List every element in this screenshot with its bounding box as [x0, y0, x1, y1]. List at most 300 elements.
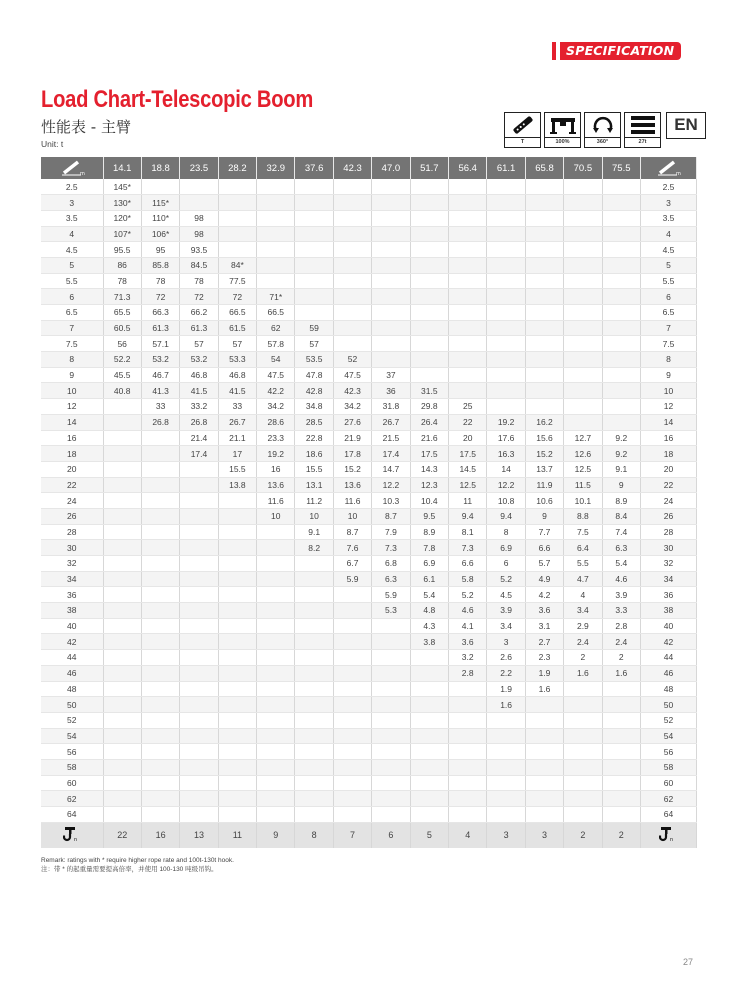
load-cell: 3.9: [487, 603, 525, 619]
load-cell: 11.2: [295, 493, 333, 509]
load-cell: 3.1: [525, 618, 563, 634]
load-cell: [525, 383, 563, 399]
load-cell: [487, 383, 525, 399]
load-cell: [141, 603, 179, 619]
load-cell: 6.9: [487, 540, 525, 556]
load-cell: 5.9: [333, 571, 371, 587]
load-cell: 2.9: [564, 618, 602, 634]
load-cell: 5.2: [487, 571, 525, 587]
rope-falls-row: [41, 822, 697, 848]
load-cell: [295, 650, 333, 666]
load-cell: 77.5: [218, 273, 256, 289]
load-cell: [218, 508, 256, 524]
load-cell: [257, 712, 295, 728]
load-cell: [525, 179, 563, 195]
load-cell: [295, 775, 333, 791]
load-cell: 5.3: [372, 603, 410, 619]
load-cell: [602, 744, 640, 760]
load-cell: [180, 195, 218, 211]
boom-length-header: 75.5: [602, 157, 640, 179]
load-cell: [257, 728, 295, 744]
load-cell: 10.4: [410, 493, 448, 509]
load-cell: 62: [257, 320, 295, 336]
load-cell: 21.9: [333, 430, 371, 446]
load-cell: 26.7: [218, 414, 256, 430]
load-cell: 20: [449, 430, 487, 446]
load-cell: [295, 242, 333, 258]
load-cell: [602, 759, 640, 775]
load-cell: 8.9: [410, 524, 448, 540]
load-cell: 4.7: [564, 571, 602, 587]
load-cell: 4.2: [525, 587, 563, 603]
load-cell: [372, 744, 410, 760]
load-chart-table: [41, 157, 697, 848]
load-cell: 3.9: [602, 587, 640, 603]
load-cell: [333, 195, 371, 211]
load-cell: 33: [218, 399, 256, 415]
radius-cell: 14: [41, 414, 103, 430]
radius-cell: 42: [41, 634, 103, 650]
load-cell: [564, 179, 602, 195]
load-cell: [372, 320, 410, 336]
load-cell: [295, 603, 333, 619]
load-cell: [410, 759, 448, 775]
load-cell: [602, 336, 640, 352]
load-cell: 72: [180, 289, 218, 305]
load-cell: 11: [449, 493, 487, 509]
load-cell: [449, 226, 487, 242]
load-cell: [410, 712, 448, 728]
load-cell: [295, 571, 333, 587]
load-cell: [564, 712, 602, 728]
table-row: [41, 179, 697, 195]
load-cell: 7.9: [372, 524, 410, 540]
load-cell: [372, 273, 410, 289]
load-cell: [141, 697, 179, 713]
load-cell: 33: [141, 399, 179, 415]
table-row: [41, 681, 697, 697]
table-row: [41, 446, 697, 462]
boom-length-header: 32.9: [257, 157, 295, 179]
load-cell: [372, 305, 410, 321]
load-cell: [449, 712, 487, 728]
load-cell: 7.3: [372, 540, 410, 556]
radius-cell: 36: [41, 587, 103, 603]
load-cell: [372, 759, 410, 775]
load-cell: [487, 759, 525, 775]
load-cell: [410, 226, 448, 242]
load-cell: [218, 759, 256, 775]
svg-text:m: m: [676, 171, 682, 176]
radius-cell: 10: [640, 383, 696, 399]
load-cell: [180, 775, 218, 791]
load-cell: [525, 273, 563, 289]
radius-cell: 10: [41, 383, 103, 399]
radius-cell: 4.5: [41, 242, 103, 258]
table-row: [41, 195, 697, 211]
load-cell: 34.2: [257, 399, 295, 415]
load-cell: 9: [525, 508, 563, 524]
load-cell: 4.1: [449, 618, 487, 634]
load-cell: [564, 399, 602, 415]
load-cell: [333, 807, 371, 823]
load-cell: 10.3: [372, 493, 410, 509]
load-cell: [525, 697, 563, 713]
load-cell: 2.7: [525, 634, 563, 650]
load-cell: [602, 242, 640, 258]
load-cell: [257, 242, 295, 258]
load-cell: [564, 320, 602, 336]
load-cell: [218, 681, 256, 697]
load-cell: [525, 791, 563, 807]
radius-cell: 50: [640, 697, 696, 713]
load-cell: [449, 807, 487, 823]
table-row: [41, 477, 697, 493]
radius-cell: 2.5: [41, 179, 103, 195]
load-cell: [333, 712, 371, 728]
load-cell: 4.6: [449, 603, 487, 619]
load-cell: 8.4: [602, 508, 640, 524]
config-icons: [504, 112, 706, 148]
load-cell: 3.8: [410, 634, 448, 650]
radius-cell: 6: [640, 289, 696, 305]
load-cell: [564, 744, 602, 760]
load-cell: [103, 728, 141, 744]
outrigger-icon: [549, 115, 577, 135]
radius-cell: 12: [41, 399, 103, 415]
radius-cell: 4: [41, 226, 103, 242]
load-cell: [372, 210, 410, 226]
table-row: [41, 665, 697, 681]
load-cell: [141, 556, 179, 572]
load-cell: [218, 571, 256, 587]
load-cell: 12.2: [372, 477, 410, 493]
radius-cell: 30: [640, 540, 696, 556]
load-cell: 13.8: [218, 477, 256, 493]
load-cell: [487, 728, 525, 744]
load-cell: 66.5: [257, 305, 295, 321]
radius-cell: 48: [640, 681, 696, 697]
load-cell: 7.7: [525, 524, 563, 540]
load-cell: [602, 367, 640, 383]
load-cell: 57: [295, 336, 333, 352]
load-cell: [333, 759, 371, 775]
load-cell: 31.5: [410, 383, 448, 399]
section-tab: [552, 42, 681, 60]
load-cell: 93.5: [180, 242, 218, 258]
radius-cell: 6.5: [41, 305, 103, 321]
load-cell: [410, 195, 448, 211]
radius-cell: 44: [640, 650, 696, 666]
load-cell: [525, 320, 563, 336]
load-cell: [525, 728, 563, 744]
rope-falls-cell: 11: [218, 822, 256, 848]
radius-cell: 9: [640, 367, 696, 383]
load-cell: 34.8: [295, 399, 333, 415]
radius-cell: 60: [640, 775, 696, 791]
radius-cell: 7.5: [640, 336, 696, 352]
load-cell: 3.6: [525, 603, 563, 619]
load-cell: 25: [449, 399, 487, 415]
rotation-caption: 360°: [584, 138, 621, 148]
load-cell: 7.6: [333, 540, 371, 556]
load-cell: [180, 524, 218, 540]
load-cell: [410, 791, 448, 807]
load-cell: [602, 210, 640, 226]
load-cell: [103, 508, 141, 524]
load-cell: 9.1: [602, 461, 640, 477]
load-cell: [218, 493, 256, 509]
rope-falls-cell: 6: [372, 822, 410, 848]
load-cell: [103, 556, 141, 572]
load-cell: [180, 728, 218, 744]
load-cell: [103, 587, 141, 603]
load-cell: [141, 540, 179, 556]
load-cell: 23.3: [257, 430, 295, 446]
load-cell: [449, 336, 487, 352]
load-cell: 78: [103, 273, 141, 289]
table-row: [41, 556, 697, 572]
load-cell: [449, 179, 487, 195]
load-cell: [487, 744, 525, 760]
load-cell: [372, 807, 410, 823]
load-cell: [487, 399, 525, 415]
radius-cell: 34: [640, 571, 696, 587]
load-cell: [218, 728, 256, 744]
load-cell: [141, 712, 179, 728]
load-cell: [525, 226, 563, 242]
load-cell: [295, 759, 333, 775]
load-cell: 12.7: [564, 430, 602, 446]
load-cell: [103, 618, 141, 634]
load-cell: [449, 759, 487, 775]
load-cell: [487, 305, 525, 321]
hook-icon: [63, 826, 81, 842]
load-cell: [410, 728, 448, 744]
radius-cell: 32: [41, 556, 103, 572]
load-cell: [602, 226, 640, 242]
load-cell: [295, 195, 333, 211]
load-cell: [180, 603, 218, 619]
radius-cell: 46: [41, 665, 103, 681]
load-cell: [602, 697, 640, 713]
table-row: [41, 712, 697, 728]
radius-cell: 62: [640, 791, 696, 807]
load-cell: [141, 775, 179, 791]
radius-boom-header-left: [41, 157, 103, 179]
load-cell: [180, 807, 218, 823]
load-cell: 10: [295, 508, 333, 524]
load-cell: [333, 305, 371, 321]
load-cell: [180, 665, 218, 681]
load-cell: [564, 383, 602, 399]
load-cell: 78: [180, 273, 218, 289]
boom-length-header: 42.3: [333, 157, 371, 179]
page-title: Load Chart-Telescopic Boom: [41, 86, 313, 113]
radius-cell: 7.5: [41, 336, 103, 352]
load-cell: [180, 634, 218, 650]
load-cell: [180, 697, 218, 713]
load-cell: 3.6: [449, 634, 487, 650]
radius-cell: 5: [41, 257, 103, 273]
load-cell: 7.4: [602, 524, 640, 540]
load-cell: [103, 493, 141, 509]
load-cell: 42.2: [257, 383, 295, 399]
load-cell: 9.1: [295, 524, 333, 540]
load-cell: 14.7: [372, 461, 410, 477]
load-cell: [449, 305, 487, 321]
boom-length-icon: [59, 160, 85, 176]
load-cell: 5.2: [449, 587, 487, 603]
load-cell: [180, 571, 218, 587]
boom-length-header: 47.0: [372, 157, 410, 179]
radius-cell: 56: [640, 744, 696, 760]
load-cell: [410, 681, 448, 697]
load-cell: [141, 618, 179, 634]
boom-length-header: 18.8: [141, 157, 179, 179]
table-row: [41, 587, 697, 603]
radius-cell: 3: [640, 195, 696, 211]
load-cell: 36: [372, 383, 410, 399]
load-cell: [141, 728, 179, 744]
load-cell: [602, 712, 640, 728]
load-cell: [333, 320, 371, 336]
load-cell: [295, 807, 333, 823]
rotation-icon: [591, 114, 615, 136]
rope-falls-cell: 8: [295, 822, 333, 848]
load-cell: 9.2: [602, 430, 640, 446]
load-cell: [564, 226, 602, 242]
load-cell: [602, 728, 640, 744]
load-cell: [141, 791, 179, 807]
load-cell: [564, 210, 602, 226]
load-cell: 22: [449, 414, 487, 430]
load-cell: [257, 759, 295, 775]
load-cell: 57.1: [141, 336, 179, 352]
load-cell: 33.2: [180, 399, 218, 415]
load-cell: [410, 367, 448, 383]
section-tab-label: SPECIFICATION: [560, 42, 681, 60]
remark-cn: 注：带 * 的起重量需要提高倍率，并使用 100-130 吨级吊钩。: [41, 866, 218, 873]
load-cell: [410, 305, 448, 321]
load-cell: [295, 556, 333, 572]
load-cell: [295, 587, 333, 603]
load-cell: 10: [257, 508, 295, 524]
svg-text:n: n: [73, 837, 77, 843]
load-cell: 10.1: [564, 493, 602, 509]
load-cell: [602, 257, 640, 273]
load-cell: [564, 242, 602, 258]
load-cell: [525, 807, 563, 823]
load-cell: [449, 257, 487, 273]
load-cell: 6.7: [333, 556, 371, 572]
load-cell: [410, 744, 448, 760]
load-cell: [564, 257, 602, 273]
load-cell: [180, 493, 218, 509]
load-cell: [257, 681, 295, 697]
load-cell: [218, 744, 256, 760]
load-cell: [180, 508, 218, 524]
load-cell: [103, 603, 141, 619]
load-cell: 2: [602, 650, 640, 666]
load-cell: [103, 461, 141, 477]
load-cell: [103, 712, 141, 728]
load-cell: [487, 257, 525, 273]
load-cell: 17.8: [333, 446, 371, 462]
load-cell: [295, 226, 333, 242]
load-cell: [525, 712, 563, 728]
table-row: [41, 697, 697, 713]
load-cell: 3.4: [487, 618, 525, 634]
radius-cell: 62: [41, 791, 103, 807]
load-cell: [564, 759, 602, 775]
load-cell: [564, 305, 602, 321]
rope-falls-cell: 4: [449, 822, 487, 848]
load-cell: [410, 665, 448, 681]
radius-cell: 14: [640, 414, 696, 430]
remark-en: Remark: ratings with * require higher rope rate and 100t-130t hook.: [41, 857, 234, 864]
radius-cell: 32: [640, 556, 696, 572]
load-cell: [602, 414, 640, 430]
unit-label: Unit: t: [41, 139, 64, 149]
load-cell: 3.4: [564, 603, 602, 619]
load-cell: 2.3: [525, 650, 563, 666]
load-cell: 4.5: [487, 587, 525, 603]
load-cell: 5.4: [602, 556, 640, 572]
table-row: [41, 634, 697, 650]
load-cell: [487, 210, 525, 226]
radius-cell: 52: [41, 712, 103, 728]
load-cell: [449, 383, 487, 399]
load-cell: [449, 367, 487, 383]
load-cell: [564, 697, 602, 713]
load-cell: [103, 744, 141, 760]
load-cell: [525, 195, 563, 211]
radius-cell: 58: [640, 759, 696, 775]
radius-cell: 26: [640, 508, 696, 524]
load-cell: [564, 807, 602, 823]
load-cell: [525, 289, 563, 305]
load-cell: [103, 446, 141, 462]
load-cell: 2.6: [487, 650, 525, 666]
load-cell: [257, 650, 295, 666]
table-row: [41, 508, 697, 524]
load-cell: 19.2: [257, 446, 295, 462]
table-row: [41, 571, 697, 587]
load-cell: [257, 524, 295, 540]
load-cell: [333, 336, 371, 352]
load-cell: [410, 273, 448, 289]
load-cell: [564, 336, 602, 352]
boom-length-header: 56.4: [449, 157, 487, 179]
radius-cell: 4.5: [640, 242, 696, 258]
weights-icon: [629, 114, 657, 136]
load-cell: [372, 712, 410, 728]
load-cell: [218, 179, 256, 195]
load-cell: [487, 807, 525, 823]
load-cell: [372, 775, 410, 791]
load-cell: 53.5: [295, 352, 333, 368]
load-cell: [487, 289, 525, 305]
load-cell: [103, 775, 141, 791]
load-cell: [218, 524, 256, 540]
rope-falls-cell: 13: [180, 822, 218, 848]
load-cell: [333, 242, 371, 258]
load-cell: [564, 791, 602, 807]
load-cell: [525, 352, 563, 368]
load-cell: [372, 650, 410, 666]
radius-cell: 9: [41, 367, 103, 383]
